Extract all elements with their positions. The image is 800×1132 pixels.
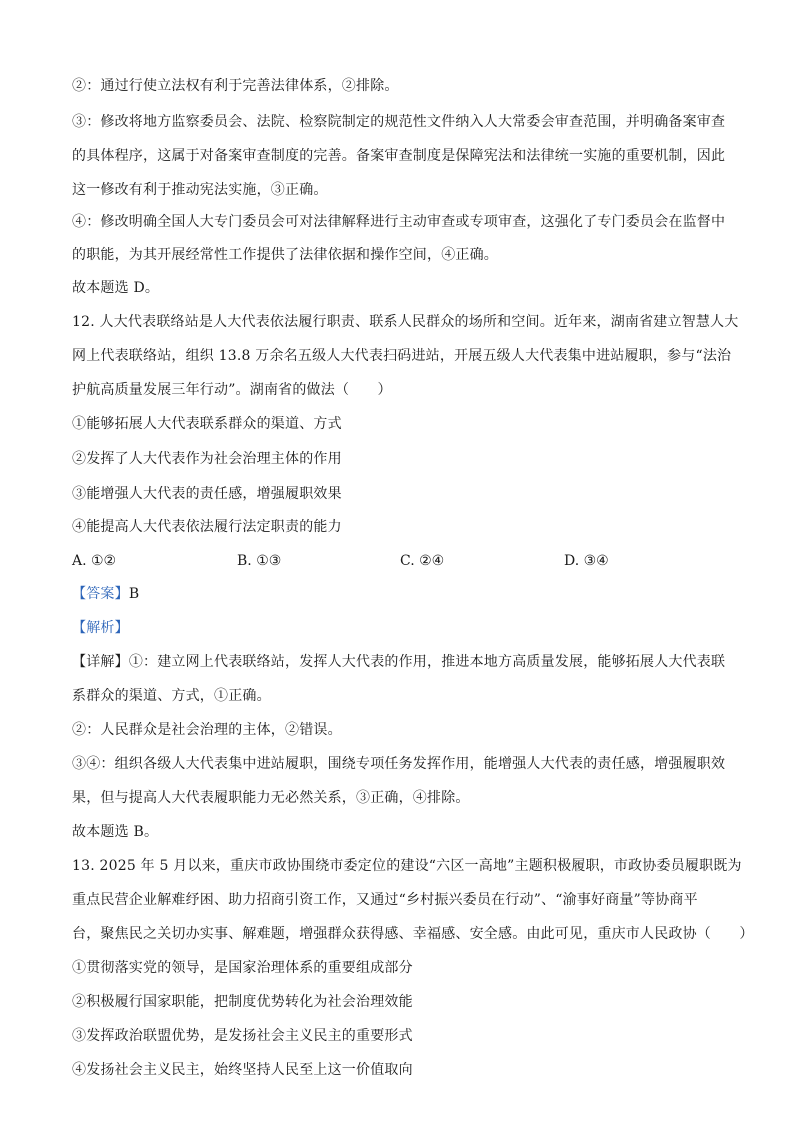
detail-line: ②：人民群众是社会治理的主体，②错误。 xyxy=(72,722,342,738)
question-12-statement: ②发挥了人大代表作为社会治理主体的作用 xyxy=(72,451,342,467)
question-13-statement: ②积极履行国家职能，把制度优势转化为社会治理效能 xyxy=(72,994,413,1010)
question-12-statement: ①能够拓展人大代表联系群众的渠道、方式 xyxy=(72,416,342,432)
question-13-statement: ③发挥政治联盟优势，是发扬社会主义民主的重要形式 xyxy=(72,1028,413,1044)
question-12-stem: 护航高质量发展三年行动”。湖南省的做法（ ） xyxy=(72,382,392,398)
analysis-line: ②：通过行使立法权有利于完善法律体系，②排除。 xyxy=(72,78,399,94)
option-b: B. ①③ xyxy=(237,553,282,569)
analysis-line: 的职能，为其开展经常性工作提供了法律依据和操作空间，④正确。 xyxy=(72,247,498,263)
question-13-statement: ①贯彻落实党的领导，是国家治理体系的重要组成部分 xyxy=(72,960,413,976)
detail-line: ③④：组织各级人大代表集中进站履职，围绕专项任务发挥作用，能增强人大代表的责任感，增强履职效 xyxy=(72,756,726,772)
question-13-stem: 重点民营企业解难纾困、助力招商引资工作，又通过“乡村振兴委员在行动”、“渝事好商量”等协商平 xyxy=(72,892,698,908)
detail-line: 果，但与提高人大代表履职能力无必然关系，③正确，④排除。 xyxy=(72,790,470,806)
question-13-stem: 台，聚焦民之关切办实事、解难题，增强群众获得感、幸福感、安全感。由此可见，重庆市人民政协（ ） xyxy=(72,926,754,942)
analysis-line: ④：修改明确全国人大专门委员会可对法律解释进行主动审查或专项审查，这强化了专门委员会在监督中 xyxy=(72,214,726,230)
analysis-line: 这一修改有利于推动宪法实施，③正确。 xyxy=(72,182,328,198)
detail-tag: 【详解】 xyxy=(72,654,129,670)
analysis-line: ③：修改将地方监察委员会、法院、检察院制定的规范性文件纳入人大常委会审查范围，并明确备案审查 xyxy=(72,114,726,130)
answer-value: B xyxy=(128,586,140,602)
answer-tag: 【答案】 xyxy=(72,586,129,602)
conclusion-line: 故本题选 B。 xyxy=(72,824,159,840)
question-12-stem: 12. 人大代表联络站是人大代表依法履行职责、联系人民群众的场所和空间。近年来，湖南省建立智慧人大 xyxy=(72,314,739,330)
question-13-stem: 13. 2025 年 5 月以来，重庆市政协围绕市委定位的建设“六区一高地”主题积极履职，市政协委员履职既为 xyxy=(72,858,742,874)
question-12-statement: ③能增强人大代表的责任感，增强履职效果 xyxy=(72,486,342,502)
answer-line xyxy=(72,584,139,604)
analysis-tag: 【解析】 xyxy=(72,620,129,636)
question-13-statement: ④发扬社会主义民主，始终坚持人民至上这一价值取向 xyxy=(72,1062,413,1078)
option-a: A. ①② xyxy=(72,553,117,569)
question-12-statement: ④能提高人大代表依法履行法定职责的能力 xyxy=(72,519,342,535)
question-12-stem: 网上代表联络站，组织 13.8 万余名五级人大代表扫码进站，开展五级人大代表集中进站履职，参与“法治 xyxy=(72,348,732,364)
option-c: C. ②④ xyxy=(400,553,445,569)
conclusion-line: 故本题选 D。 xyxy=(72,280,160,296)
analysis-line: 的具体程序，这属于对备案审查制度的完善。备案审查制度是保障宪法和法律统一实施的重要机制，因此 xyxy=(72,148,726,164)
detail-text: ①：建立网上代表联络站，发挥人大代表的作用，推进本地方高质量发展，能够拓展人大代表联 xyxy=(128,654,726,670)
detail-line xyxy=(72,652,725,672)
detail-line: 系群众的渠道、方式，①正确。 xyxy=(72,688,271,704)
question-12-options xyxy=(72,551,732,571)
option-d: D. ③④ xyxy=(564,553,609,569)
